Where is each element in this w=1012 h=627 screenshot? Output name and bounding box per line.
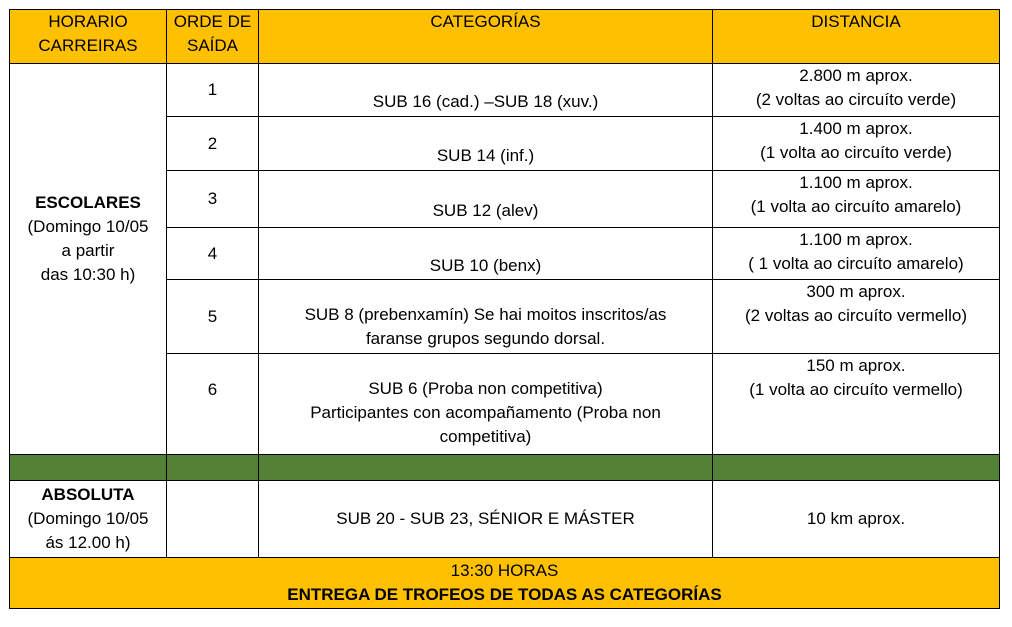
table-row [10,64,1000,117]
distance-cell: 150 m aprox. (1 volta ao circuíto vermello) [713,354,1000,455]
header-row [10,10,1000,64]
order-cell: 2 [167,117,259,171]
order-cell [167,481,259,558]
absoluta-cell: ABSOLUTA (Domingo 10/05 ás 12.00 h) [10,481,167,558]
escolares-cell: ESCOLARES (Domingo 10/05 a partir das 10:30 h) [10,64,167,455]
header-categorias: CATEGORÍAS [259,10,713,64]
separator-row [10,455,1000,481]
category-cell: SUB 14 (inf.) [259,117,713,171]
order-cell: 3 [167,171,259,228]
category-cell: SUB 8 (prebenxamín) Se hai moitos inscritos/as faranse grupos segundo dorsal. [259,280,713,354]
order-cell: 4 [167,228,259,280]
order-cell: 1 [167,64,259,117]
distance-cell: 10 km aprox. [713,481,1000,558]
distance-cell: 1.100 m aprox. ( 1 volta ao circuíto amarelo) [713,228,1000,280]
distance-cell: 1.100 m aprox. (1 volta ao circuíto amarelo) [713,171,1000,228]
footer-text: ENTREGA DE TROFEOS DE TODAS AS CATEGORÍAS [287,585,722,604]
footer-time: 13:30 HORAS [450,561,559,580]
category-cell: SUB 6 (Proba non competitiva) Participantes con acompañamento (Proba non competitiva) [259,354,713,455]
escolares-title: ESCOLARES [35,193,141,212]
category-cell: SUB 16 (cad.) –SUB 18 (xuv.) [259,64,713,117]
distance-cell: 300 m aprox. (2 voltas ao circuíto vermello) [713,280,1000,354]
header-distancia: DISTANCIA [713,10,1000,64]
order-cell: 5 [167,280,259,354]
distance-cell: 2.800 m aprox. (2 voltas ao circuíto verde) [713,64,1000,117]
category-cell: SUB 10 (benx) [259,228,713,280]
header-orde: ORDE DE SAÍDA [167,10,259,64]
footer-row [10,558,1000,609]
header-horario: HORARIO CARREIRAS [10,10,167,64]
order-cell: 6 [167,354,259,455]
schedule-table [9,9,1000,609]
footer-cell [10,558,1000,609]
absoluta-title: ABSOLUTA [41,485,135,504]
category-cell: SUB 20 - SUB 23, SÉNIOR E MÁSTER [259,481,713,558]
absoluta-row [10,481,1000,558]
distance-cell: 1.400 m aprox. (1 volta ao circuíto verde) [713,117,1000,171]
category-cell: SUB 12 (alev) [259,171,713,228]
